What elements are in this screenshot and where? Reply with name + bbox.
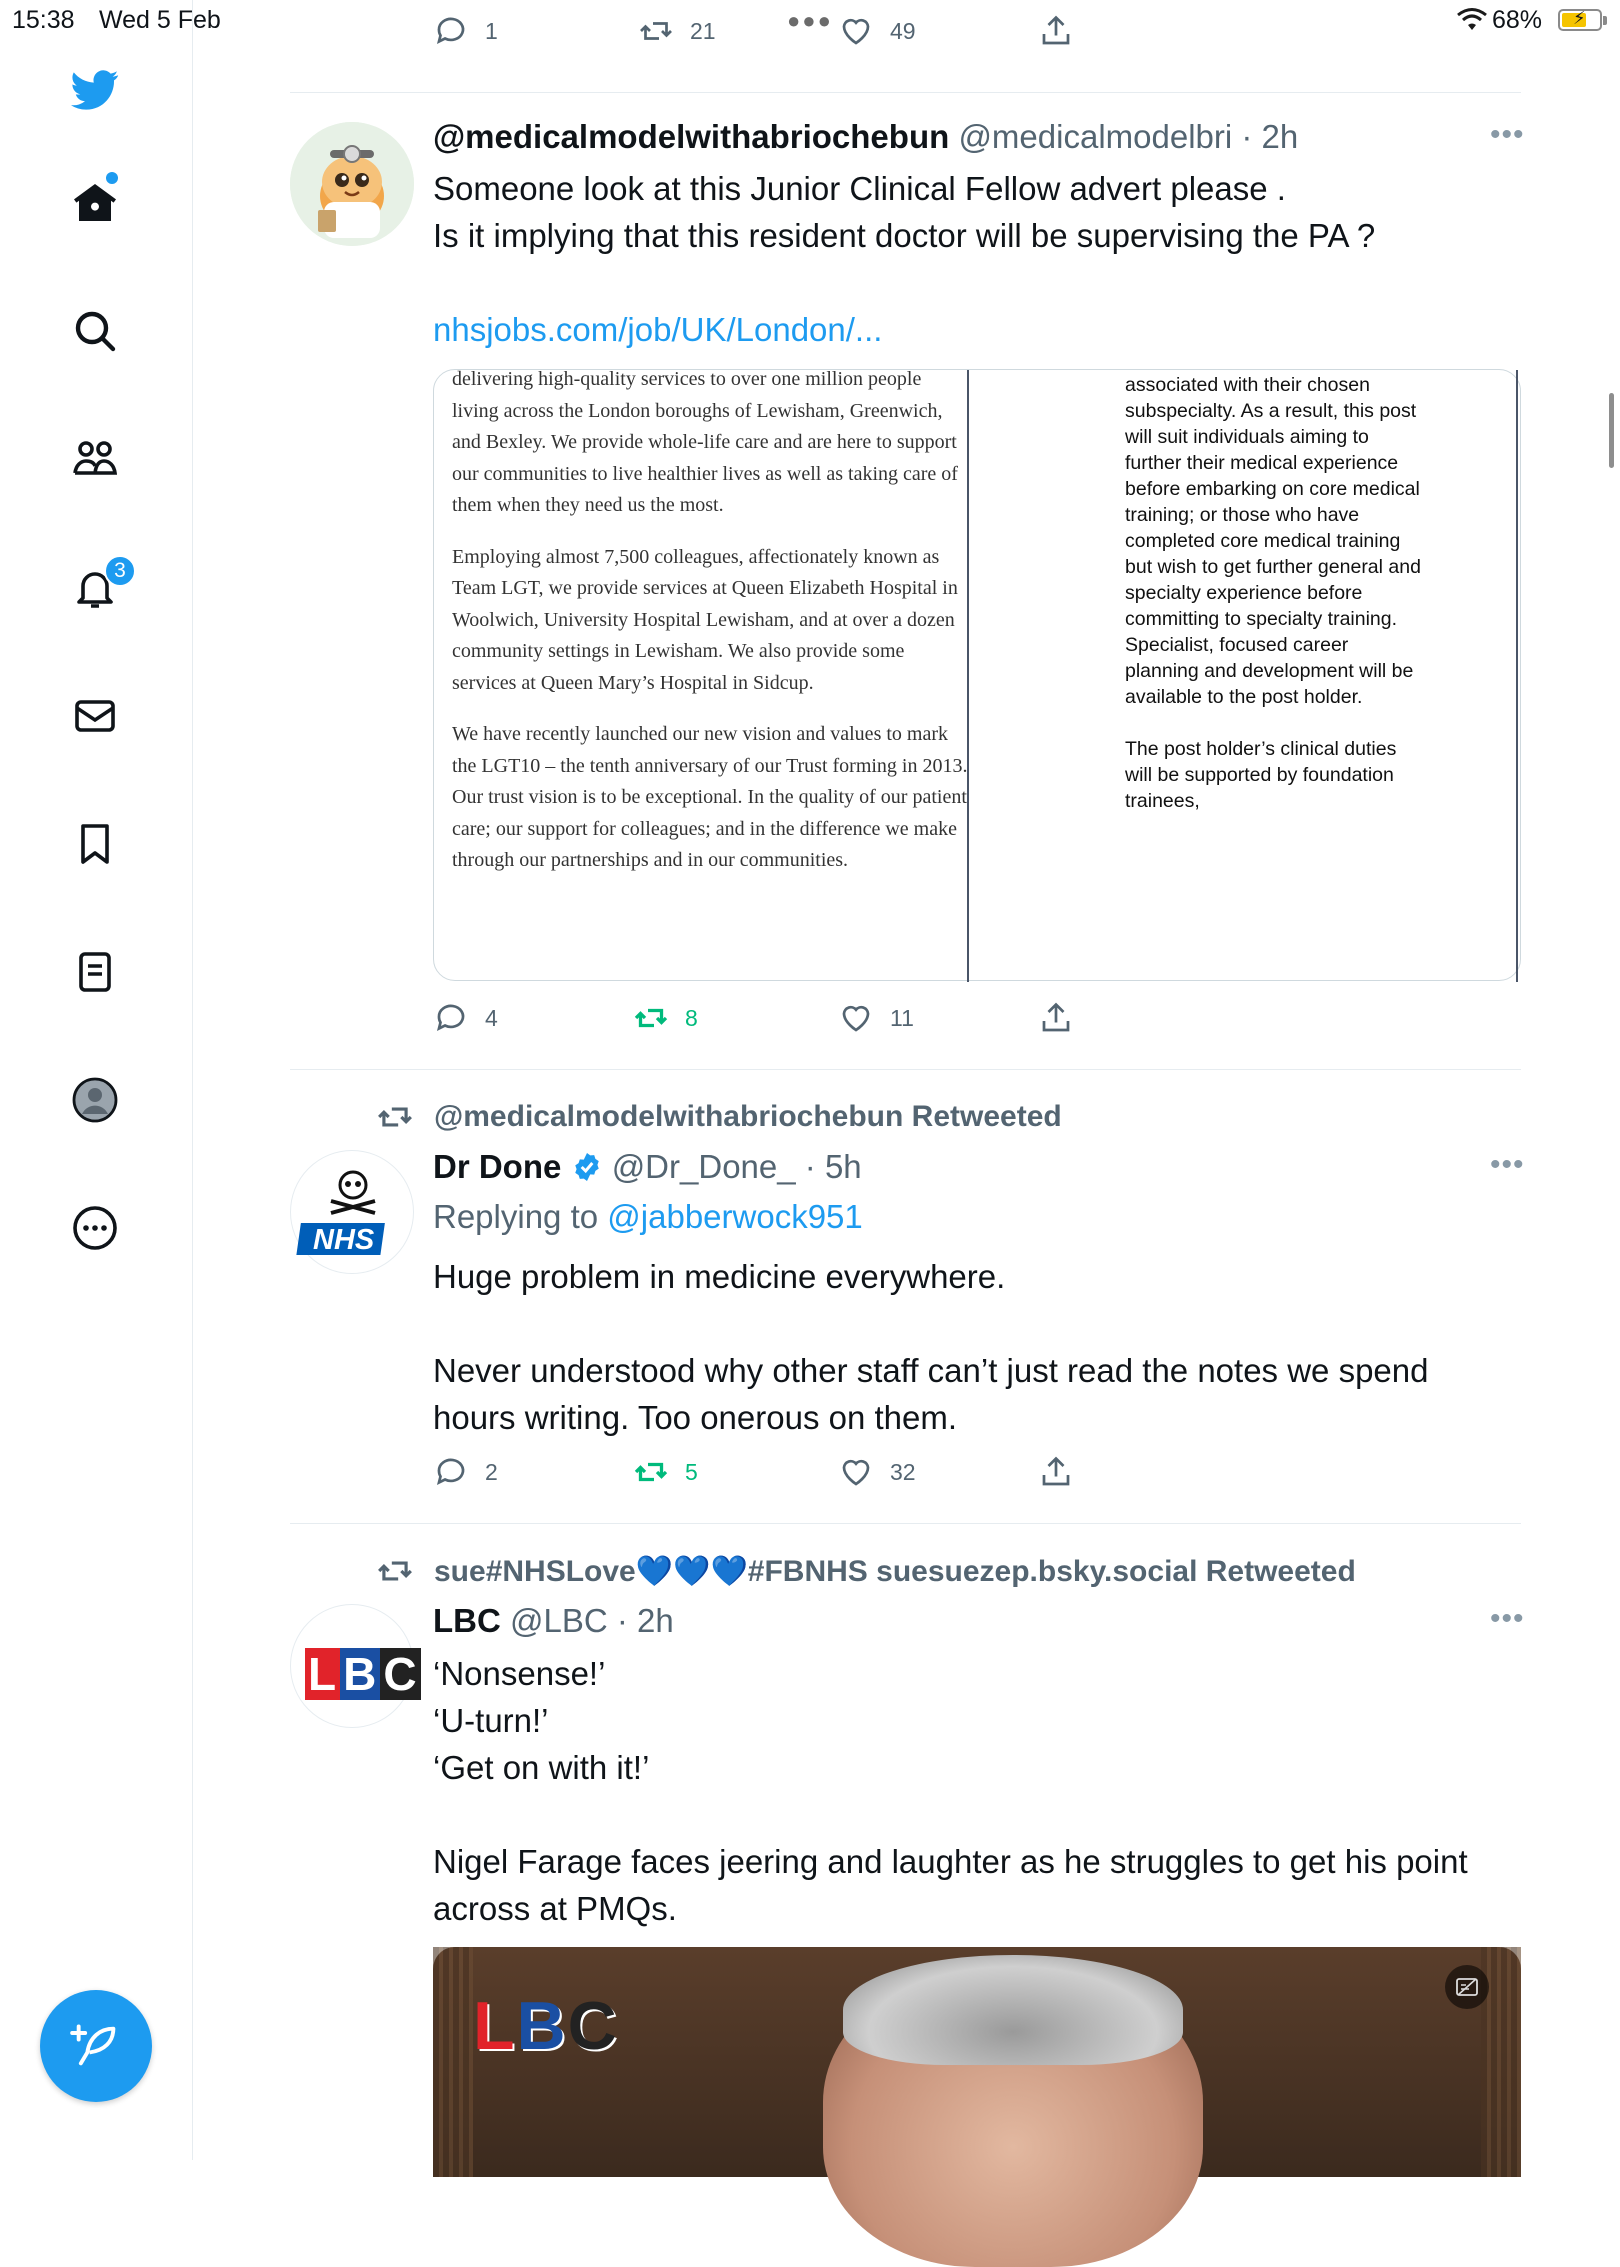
image-right-paragraph: associated with their chosen subspecialty. As a result, this post will suit individuals aiming to further their medical experience before embarking on core medical training; or those who have completed core medical training but wish to get further general and specialty experience before committing to specialty training. Specialist, focused career planning and development will be available to the post holder. — [1125, 374, 1421, 708]
tweet3-display-name[interactable]: LBC — [433, 1602, 501, 1639]
status-time: 15:38 — [12, 6, 75, 34]
tweet3-text-line1: ‘Nonsense!’ — [433, 1655, 606, 1692]
tweet3-text-line3: ‘Get on with it!’ — [433, 1749, 650, 1786]
share-icon — [1038, 1454, 1074, 1490]
tweet3-time: · 2h — [616, 1602, 674, 1639]
tweet2-text — [433, 1253, 1428, 1441]
video-wood-panel — [433, 1947, 473, 2177]
tweet1-share-button[interactable] — [1038, 1000, 1074, 1036]
tweet2-more-icon[interactable]: ••• — [1490, 1148, 1525, 1181]
image-column-separator — [967, 370, 969, 982]
prev-like-count: 49 — [890, 17, 916, 44]
reply-icon — [433, 1454, 469, 1490]
image-left-paragraph: delivering high-quality services to over one million people living across the London boroughs of Lewisham, Greenwich, and Bexley. We provide whole-life care and are here to support our communities to live healthier lives as well as taking care of them when they need us the most. — [452, 368, 958, 516]
battery-percent: 68% — [1492, 6, 1543, 34]
home-unread-dot — [106, 172, 118, 184]
communities-icon[interactable] — [60, 424, 130, 494]
tweet2-reply-count: 2 — [485, 1458, 498, 1485]
tweet2-retweet-count: 5 — [685, 1458, 698, 1485]
compose-feather-icon — [70, 2020, 122, 2072]
prev-tweet-actions — [433, 17, 1133, 57]
wifi-icon — [1457, 8, 1487, 39]
tweet1-image[interactable] — [433, 369, 1521, 981]
tweet1-retweet-button[interactable] — [633, 1000, 698, 1036]
more-options-icon[interactable] — [60, 1193, 130, 1263]
tweet2-replying-to-link[interactable]: @jabberwock951 — [607, 1198, 863, 1235]
tweet2-display-name[interactable]: Dr Done — [433, 1148, 562, 1185]
retweet-icon — [638, 13, 674, 49]
tweet2-share-button[interactable] — [1038, 1454, 1074, 1490]
heart-icon — [838, 1454, 874, 1490]
tweet2-handle[interactable]: @Dr_Done_ — [611, 1148, 796, 1185]
tweet3-text-line2: ‘U-turn!’ — [433, 1702, 549, 1739]
retweet-icon — [633, 1454, 669, 1490]
twitter-logo-icon[interactable] — [60, 55, 130, 125]
tweet1-like-count: 11 — [890, 1004, 914, 1031]
tweet3-text — [433, 1650, 1468, 1932]
divider — [290, 1523, 1521, 1524]
tweet3-handle[interactable]: @LBC — [510, 1602, 608, 1639]
tweet2-reply-button[interactable] — [433, 1454, 498, 1490]
tweet3-text-line4: Nigel Farage faces jeering and laughter as he struggles to get his point — [433, 1843, 1468, 1880]
retweet-icon — [376, 1552, 414, 1590]
search-icon[interactable] — [60, 296, 130, 366]
prev-retweet-count: 21 — [690, 17, 716, 44]
image-right-column — [1125, 372, 1425, 840]
status-date: Wed 5 Feb — [99, 6, 221, 34]
tweet1-text — [433, 165, 1375, 353]
tweet3-avatar-logo: L B C — [305, 1647, 421, 1701]
image-left-paragraph: Employing almost 7,500 colleagues, affectionately known as Team LGT, we provide services at Queen Elizabeth Hospital in Woolwich, University Hospital Lewisham, and at over a dozen community settings in Lewisham. We also provide some services at Queen Mary’s Hospital in Sidcup. — [452, 545, 958, 694]
compose-tweet-button[interactable] — [40, 1990, 152, 2102]
tweet2-time: · 5h — [804, 1148, 862, 1185]
heart-icon — [838, 13, 874, 49]
tweet1-header — [433, 118, 1298, 156]
tweet2-retweeted-by-label: @medicalmodelwithabriochebun Retweeted — [434, 1100, 1062, 1133]
tweet2-replying-prefix: Replying to — [433, 1198, 599, 1235]
prev-share-button[interactable] — [1038, 13, 1074, 49]
tweet3-video[interactable] — [433, 1947, 1521, 2177]
tweet3-more-icon[interactable]: ••• — [1490, 1602, 1525, 1635]
tweet2-actions — [433, 1454, 1133, 1494]
messages-envelope-icon[interactable] — [60, 681, 130, 751]
tweet1-time: · 2h — [1241, 118, 1299, 155]
divider — [290, 92, 1521, 93]
image-right-edge — [1516, 370, 1518, 982]
multitasking-dots[interactable]: ●●● — [787, 8, 833, 33]
heart-icon — [838, 1000, 874, 1036]
divider — [290, 1069, 1521, 1070]
sidebar — [0, 0, 193, 2160]
tweet1-retweet-count: 8 — [685, 1004, 698, 1031]
image-left-column — [452, 364, 972, 897]
retweet-icon — [633, 1000, 669, 1036]
tweet2-avatar-label: NHS — [313, 1224, 375, 1256]
image-left-paragraph: We have recently launched our new vision and values to mark the LGT10 – the tenth anniversary of our Trust forming in 2013. Our trust vision is to be exceptional. In the quality of our patient care; our support for colleagues; and in the difference we make through our partnerships and in our communities. — [452, 723, 968, 871]
tweet1-more-icon[interactable]: ••• — [1490, 118, 1525, 151]
reply-icon — [433, 13, 469, 49]
tweet3-retweeted-by-label: sue#NHSLove💙💙💙#FBNHS suesuezep.bsky.social Retweeted — [434, 1554, 1356, 1588]
captions-icon[interactable] — [1445, 1965, 1489, 2009]
tweet1-actions — [433, 1000, 1133, 1040]
prev-like-button[interactable] — [838, 13, 916, 49]
tweet1-text-line1: Someone look at this Junior Clinical Fellow advert please . — [433, 170, 1286, 207]
share-icon — [1038, 13, 1074, 49]
video-lbc-logo: LBC — [473, 1988, 619, 2064]
tweet1-reply-count: 4 — [485, 1004, 498, 1031]
tweet2-retweeted-by[interactable] — [376, 1098, 1062, 1136]
tweet2-like-count: 32 — [890, 1458, 916, 1485]
tweet1-text-line2: Is it implying that this resident doctor will be supervising the PA ? — [433, 217, 1376, 254]
tweet1-reply-button[interactable] — [433, 1000, 498, 1036]
tweet2-like-button[interactable] — [838, 1454, 916, 1490]
reply-icon — [433, 1000, 469, 1036]
tweet3-header — [433, 1602, 674, 1640]
lists-icon[interactable] — [60, 937, 130, 1007]
prev-reply-button[interactable] — [433, 13, 498, 49]
tweet2-text-line2: Never understood why other staff can’t just read the notes we spend — [433, 1352, 1429, 1389]
retweet-icon — [376, 1098, 414, 1136]
tweet1-like-button[interactable] — [838, 1000, 914, 1036]
verified-badge-icon — [571, 1151, 603, 1183]
tweet3-text-line5: across at PMQs. — [433, 1890, 677, 1927]
scroll-indicator[interactable] — [1609, 393, 1614, 468]
tweet3-retweeted-by[interactable] — [376, 1552, 1356, 1590]
tweet2-text-line1: Huge problem in medicine everywhere. — [433, 1258, 1006, 1295]
share-icon — [1038, 1000, 1074, 1036]
tweet2-replying-row — [433, 1198, 863, 1236]
tweet2-retweet-button[interactable] — [633, 1454, 698, 1490]
bookmarks-icon[interactable] — [60, 809, 130, 879]
video-person-hair — [843, 1955, 1183, 2065]
prev-reply-count: 1 — [485, 17, 498, 44]
profile-avatar-icon[interactable] — [60, 1065, 130, 1135]
notifications-badge: 3 — [104, 555, 136, 587]
tweet2-header — [433, 1148, 862, 1186]
tweet1-handle[interactable]: @medicalmodelbri — [958, 118, 1233, 155]
tweet1-avatar[interactable] — [290, 122, 414, 246]
home-icon[interactable] — [60, 168, 130, 238]
image-right-paragraph: The post holder’s clinical duties will be supported by foundation trainees, — [1125, 738, 1397, 812]
tweet1-link[interactable]: nhsjobs.com/job/UK/London/... — [433, 311, 883, 348]
tweet3-avatar[interactable] — [290, 1604, 418, 1728]
tweet1-display-name[interactable]: @medicalmodelwithabriochebun — [433, 118, 950, 155]
battery-icon: ⚡ — [1558, 9, 1602, 31]
tweet2-text-line3: hours writing. Too onerous on them. — [433, 1399, 958, 1436]
prev-retweet-button[interactable] — [638, 13, 716, 49]
tweet2-avatar[interactable] — [290, 1150, 414, 1274]
